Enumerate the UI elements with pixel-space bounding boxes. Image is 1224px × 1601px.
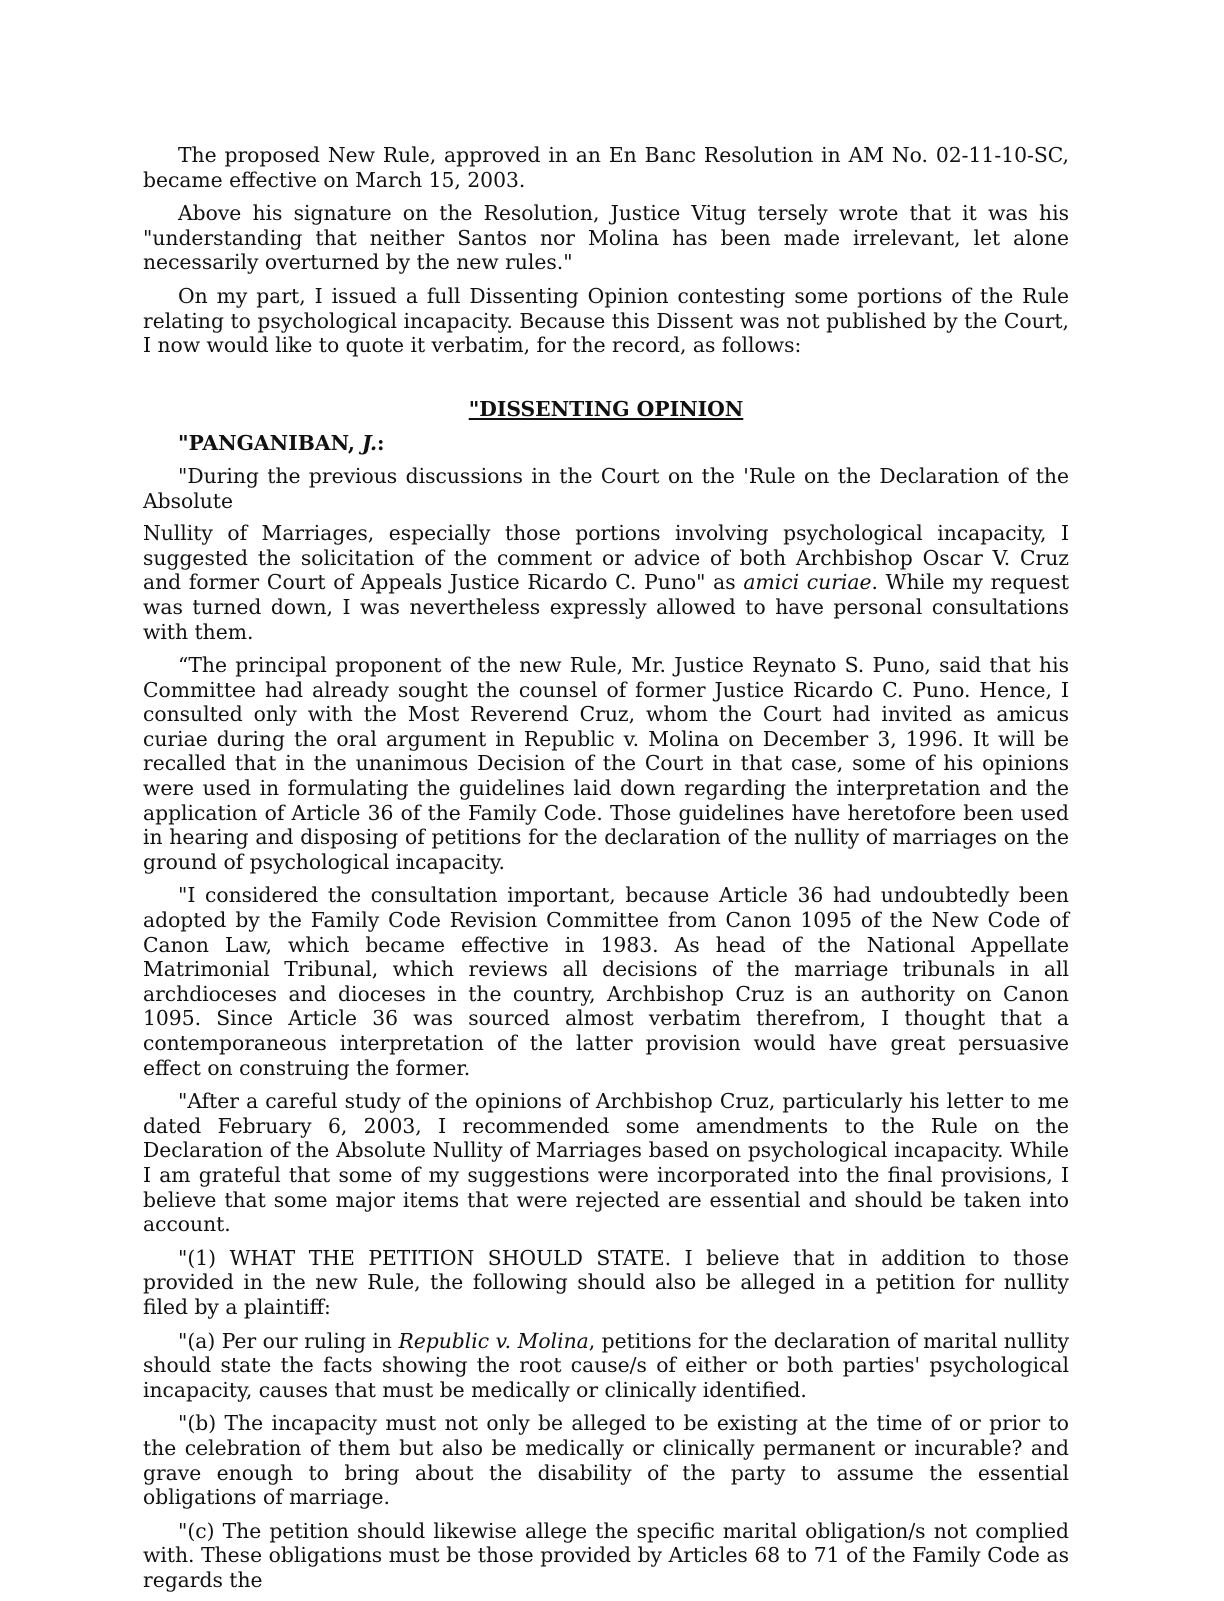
paragraph-dissent-intro: On my part, I issued a full Dissenting Opinion contesting some portions of the Rule relating to psychological incapacity. Because this Dissent was not published by the Court, I now would like to quote it verbatim, for the record, as follows: <box>143 283 1069 358</box>
document-page <box>143 143 1069 1601</box>
paragraph-item-c: "(c) The petition should likewise allege the specific marital obligation/s not complied with. These obligations must be those provided by Articles 68 to 71 of the Family Code as regards the <box>143 1518 1069 1592</box>
paragraph-effectivity: The proposed New Rule, approved in an En Banc Resolution in AM No. 02-11-10-SC, became effective on March 15, 2003. <box>143 143 1069 192</box>
paragraph-previous-discussions <box>143 464 1069 644</box>
previous-discussions-rest-b: . While my request was turned down, I was nevertheless expressly allowed to have personal consultations with them. <box>143 570 1069 644</box>
amici-curiae-italic: amici curiae <box>743 570 872 595</box>
dissent-heading: "DISSENTING OPINION <box>468 396 744 421</box>
paragraph-careful-study: "After a careful study of the opinions of Archbishop Cruz, particularly his letter to me dated February 6, 2003, I recommended some amendments to the Rule on the Declaration of the Absolute Nullity of Marriages based on psychological incapacity. While I am grateful that some of my suggestions were incorporated into the final provisions, I believe that some major items that were rejected are essential and should be taken into account. <box>143 1089 1069 1237</box>
item-a-text-b: , petitions for the declaration of marital nullity should state the facts showing the root cause/s of either or both parties' psychological incapacity, causes that must be medically or clinically identified. <box>143 1328 1069 1402</box>
byline-name: "PANGANIBAN, <box>178 431 362 456</box>
paragraph-item-a <box>143 1329 1069 1403</box>
republic-v-molina-italic: Republic v. Molina <box>398 1328 589 1353</box>
previous-discussions-rest-a: Nullity of Marriages, especially those portions involving psychological incapacity, I suggested the solicitation of the comment or advice of both Archbishop Oscar V. Cruz and former Court of Appeals Justice Ricardo C. Puno" as <box>143 521 1069 595</box>
paragraph-consultation: "I considered the consultation important, because Article 36 had undoubtedly been adopted by the Family Code Revision Committee from Canon 1095 of the New Code of Canon Law, which became effective in 1983. As head of the National Appellate Matrimonial Tribunal, which reviews all decisions of the marriage tribunals in all archdioceses and dioceses in the country, Archbishop Cruz is an authority on Canon 1095. Since Article 36 was sourced almost verbatim therefrom, I thought that a contemporaneous interpretation of the latter provision would have great persuasive effect on construing the former. <box>143 883 1069 1080</box>
byline-colon: : <box>377 431 385 456</box>
paragraph-petition-state: "(1) WHAT THE PETITION SHOULD STATE. I believe that in addition to those provided in the new Rule, the following should also be alleged in a petition for nullity filed by a plaintiff: <box>143 1245 1069 1319</box>
item-a-text-a: "(a) Per our ruling in <box>178 1328 399 1353</box>
paragraph-item-b: "(b) The incapacity must not only be alleged to be existing at the time of or prior to the celebration of them but also be medically or clinically permanent or incurable? and grave enough to bring about the disability of the party to assume the essential obligations of marriage. <box>143 1411 1069 1510</box>
byline-j: J. <box>361 431 378 456</box>
previous-discussions-first-line: "During the previous discussions in the Court on the 'Rule on the Declaration of the Absolute <box>143 463 1069 513</box>
paragraph-vitug-note: Above his signature on the Resolution, Justice Vitug tersely wrote that it was his "understanding that neither Santos nor Molina has been made irrelevant, let alone necessarily overturned by the new rules." <box>143 201 1069 275</box>
paragraph-principal-proponent: “The principal proponent of the new Rule, Mr. Justice Reynato S. Puno, said that his Committee had already sought the counsel of former Justice Ricardo C. Puno. Hence, I consulted only with the Most Reverend Cruz, whom the Court had invited as amicus curiae during the oral argument in Republic v. Molina on December 3, 1996. It will be recalled that in the unanimous Decision of the Court in that case, some of his opinions were used in formulating the guidelines laid down regarding the interpretation and the application of Article 36 of the Family Code. Those guidelines have heretofore been used in hearing and disposing of petitions for the declaration of the nullity of marriages on the ground of psychological incapacity. <box>143 653 1069 874</box>
dissent-byline <box>143 431 1069 456</box>
